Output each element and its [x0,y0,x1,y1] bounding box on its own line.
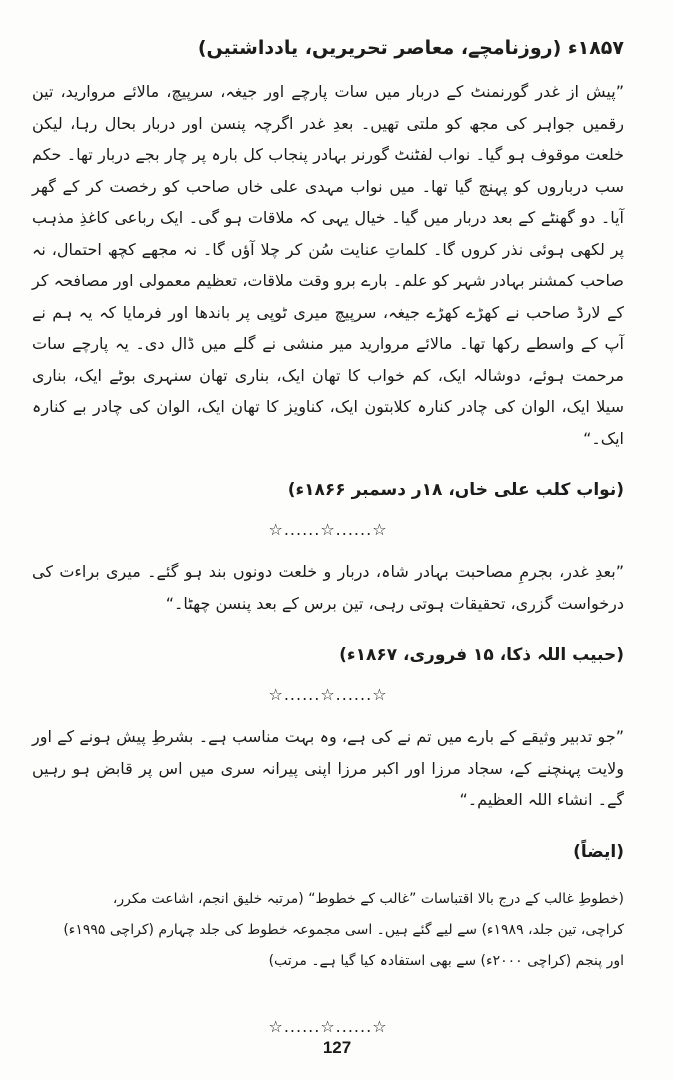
attribution-1: (نواب کلب علی خاں، ۱۸ر دسمبر ۱۸۶۶ء) [287,480,624,500]
source-note-line: اور پنجم (کراچی ۲۰۰۰ء) سے بھی استفادہ کیا گیا ہے۔ مرتب) [268,952,624,969]
star-separator-3: ☆......☆......☆ [268,1016,388,1036]
page-number: 127 [322,1038,352,1057]
section-heading: ۱۸۵۷ء (روزنامچے، معاصر تحریریں، یادداشتیں) [197,37,624,59]
attribution-3: (ایضاً) [573,841,624,862]
quote-paragraph-1: ”پیش از غدر گورنمنٹ کے دربار میں سات پارچے اور جیغہ، سرپیچ، مالائے مروارید، تین رقمیں جواہر کی مجھ کو ملتی تھیں۔ بعدِ غدر اگرچہ پنسن اور دربار بحال رہا، لیکن خلعت موقوف ہو گیا۔ نواب لفٹنٹ گورنر بہادر پنجاب کل بارہ پر چار بجے دربار تھا۔ حکم سب درباروں کو پہنچ گیا تھا۔ میں نواب مہدی علی خاں صاحب کو رخصت کر کے گھر آیا۔ دو گھنٹے کے بعد دربار میں گیا۔ خیال یہی کہ ملاقات ہو گی۔ ایک رباعی کاغذِ مذہب پر لکھی ہوئی نذر کروں گا۔ کلماتِ عنایت سُن کر چلا آؤں گا۔ نہ مجھے کچھ احتمال، نہ صاحب کمشنر بہادر شہر کو علم۔ بارے برو وقت ملاقات، تعظیم معمولی اور مصافحہ کر کے لارڈ صاحب نے کھڑے کھڑے جیغہ، سرپیچ میری ٹوپی پر باندھا اور فرمایا کہ یہ ہم نے آپ کے واسطے رکھا تھا۔ مالائے مروارید میر منشی نے گلے میں ڈال دی۔ یہ پارچے سات مرحمت ہوئے، دوشالہ ایک، کم خواب کا تھان ایک، بناری تھان سنہری بوٹے ایک، بناری سیلا ایک، الوان کی چادر کنارہ کلابتون ایک، کناویز کا تھان ایک، الوان کی چادر بے کنارہ ایک۔“ [32,82,624,448]
source-note [32,884,624,977]
star-separator-2: ☆......☆......☆ [268,685,388,704]
source-note-line: (خطوطِ غالب کے درج بالا اقتباسات ”غالب کے خطوط“ (مرتبہ خلیق انجم، اشاعت مکرر، [112,890,624,907]
quote-paragraph-2: ”بعدِ غدر، بجرمِ مصاحبت بہادر شاہ، دربار و خلعت دونوں بند ہو گئے۔ میری براءت کی درخواست گزری، تحقیقات ہوتی رہی، تین برس کے بعد پنسن چھٹا۔“ [32,562,624,613]
page-content [32,34,624,1053]
attribution-2: (حبیب اللہ ذکا، ۱۵ فروری، ۱۸۶۷ء) [339,645,624,665]
star-separator-1: ☆......☆......☆ [268,520,388,539]
quote-paragraph-3: ”جو تدبیر وثیقے کے بارے میں تم نے کی ہے، وہ بہت مناسب ہے۔ بشرطِ پیش ہونے کے اور ولایت پہنچنے کے، سجاد مرزا اور اکبر مرزا اپنی پیرانہ سری میں اس پر قابض ہو رہیں گے۔ انشاء اللہ العظیم۔“ [32,727,624,809]
source-note-line: کراچی، تین جلد، ۱۹۸۹ء) سے لیے گئے ہیں۔ اسی مجموعہ خطوط کی جلد چہارم (کراچی ۱۹۹۵ء) [63,921,624,938]
